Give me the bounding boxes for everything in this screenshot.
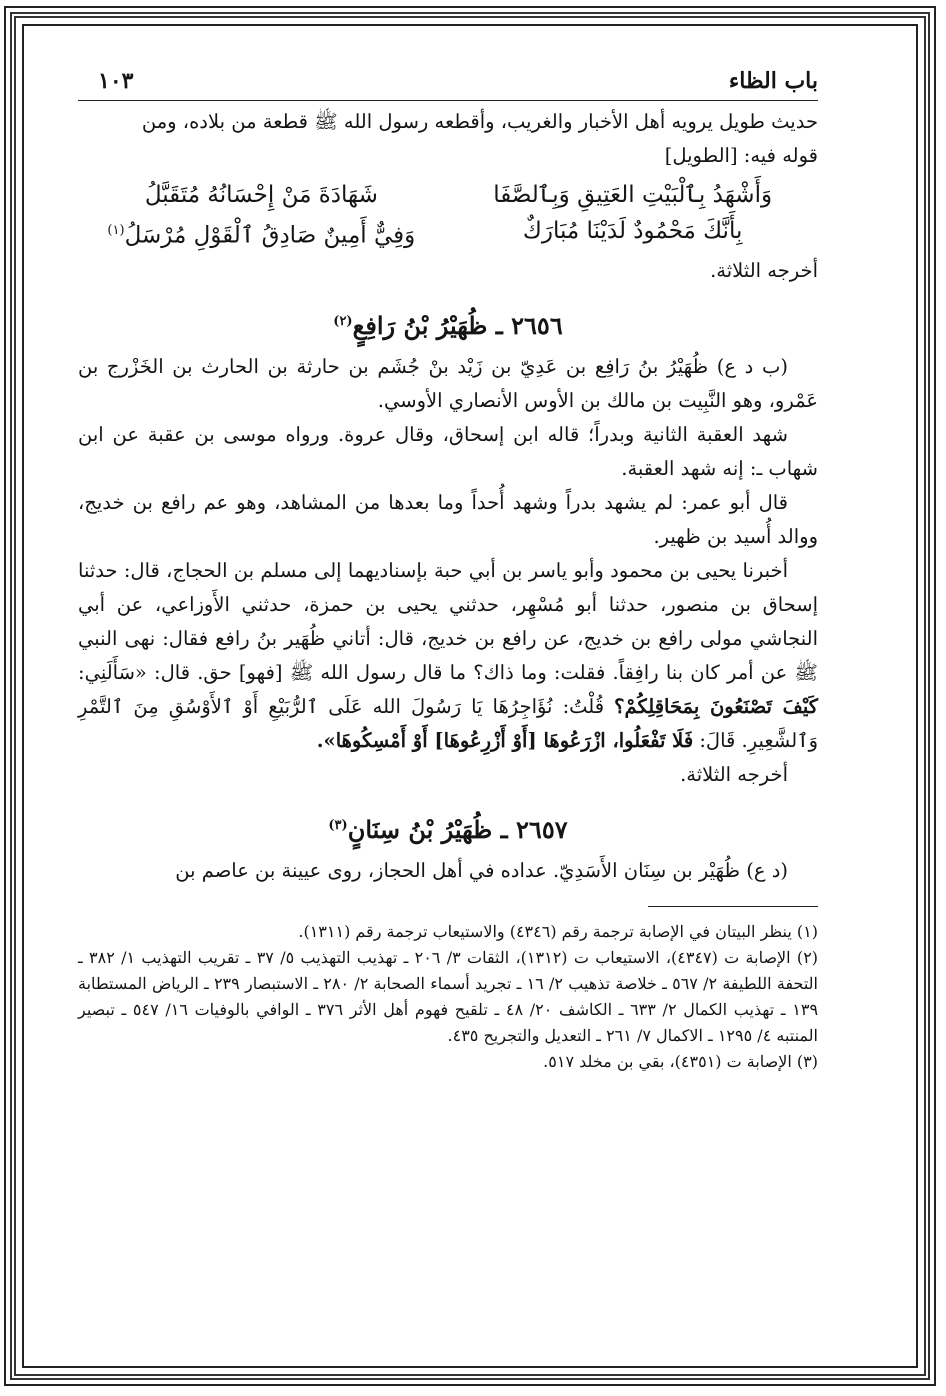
entry-heading-2657-text: ٢٦٥٧ ـ ظُهَيْرُ بْنُ سِنَانٍ [347,814,568,844]
footnote-1: (١) ينظر البيتان في الإصابة ترجمة رقم (٤٣٤٦) والاستيعاب ترجمة رقم (١٣١١). [298,921,818,941]
footnote-3: (٣) الإصابة ت (٤٣٥١)، بقي بن مخلد ٥١٧. [543,1051,818,1071]
verse-1-second-hemistich: شَهَادَةَ مَنْ إِحْسَانُهُ مُتَقَبَّلُ [144,182,378,208]
poem [78,177,818,254]
entry-heading-2656 [78,302,818,346]
hadith-isnad-text: أخبرنا يحيى بن محمود وأبو ياسر بن أبي حبة بإسناديهما إلى مسلم بن الحجاج، قال: حدثنا إسحاق بن منصور، حدثنا أبو مُسْهِر، حدثني يحيى بن حمزة، حدثني الأَوزاعي، عن أبي النجاشي مولى رافع بن خديج، عن رافع بن خديج، قال: أتاني ظُهَير بنُ رافع فقال: نهى النبي ﷺ عن أمر كان بنا رافِقاً. فقلت: وما ذاك؟ ما قال رسول الله ﷺ [فهو] حق. قال: «سَأَلَنِي: [78,558,818,684]
footnote-rule [648,906,818,907]
verse-2-first-hemistich: بِأَنَّكَ مَحْمُودٌ لَدَيْنَا مُبَارَكٌ [522,218,743,244]
footnote-2: (٢) الإصابة ت (٤٣٤٧)، الاستيعاب ت (١٣١٢)، الثقات ٣/ ٢٠٦ ـ تهذيب التهذيب ٥/ ٣٧ ـ تقريب التهذيب ١/ ٣٨٢ ـ التحفة اللطيفة ٢/ ٥٦٧ ـ خلاصة تذهيب ٢/ ١٦ ـ تجريد أسماء الصحابة ٢/ ٢٨٠ ـ الاستبصار ٢٣٩ ـ الرياض المستطابة ١٣٩ ـ تهذيب الكمال ٢/ ٦٣٣ ـ الكاشف ٢٠/ ٤٨ ـ تلقيح فهوم أهل الأثر ٣٧٦ ـ الوافي بالوفيات ١٦/ ٥٤٧ ـ تبصير المنتبه ٤/ ١٢٩٥ ـ الاكمال ٧/ ٢٦١ ـ التعديل والتجريح ٤٣٥. [78,947,819,1045]
footnote-ref-3: (٣) [328,817,348,833]
entry-heading-2656-text: ٢٦٥٦ ـ ظُهَيْرُ بْنُ رَافِعٍ [352,310,563,340]
running-title: باب الظاء [728,68,818,94]
entry-2656-hadith-paragraph [78,554,818,758]
entry-2656-paragraph-1: (ب د ع) ظُهَيْرُ بنُ رَافِع بن عَدِيّ بن زَيْد بنْ جُشَم بن حارثة بن الحارث بن الخَزْرج بن عَمْرو، وهو النَّبِيت بن مالك بن الأوس الأنصاري الأوسي. [78,354,818,412]
intro-paragraph: حديث طويل يرويه أهل الأخبار والغريب، وأقطعه رسول الله ﷺ قطعة من بلاده، ومن [141,110,818,133]
hadith-answer-text: قُلْتُ: نُؤَاجِرُهَا يَا رَسُولَ الله عَلَى ٱلرُّبَيْعِ أَوْ ٱلأَوْسُقِ مِنَ ٱلتَّمْرِ وَٱلشَّعِيرِ. قَالَ: [78,694,818,752]
entry-2656-paragraph-3: قال أبو عمر: لم يشهد بدراً وشهد أُحداً وما بعدها من المشاهد، وهو عم رافع بن خديج، ووالد أُسيد بن ظهير. [78,490,818,548]
poem-meter-line: قوله فيه: [الطويل] [664,144,818,167]
entry-2657-paragraph-1: (د ع) ظُهَيْر بن سِنَان الأَسَدِيّ. عداده في أهل الحجاز، روى عيينة بن عاصم بن [175,858,788,882]
footnote-ref-2: (٢) [333,313,353,329]
page-content [78,66,818,1075]
verse-1 [78,177,818,213]
takhrij-line-2: أخرجه الثلاثة. [680,762,788,786]
page-number: ١٠٣ [98,68,134,94]
verse-2-second-hemistich [90,213,433,254]
verse-2-second-text: وَفِيٌّ أَمِينٌ صَادِقُ ٱلْقَوْلِ مُرْسَلُ [124,222,416,249]
page-header [78,66,818,101]
entry-2656-paragraph-2: شهد العقبة الثانية وبدراً؛ قاله ابن إسحاق، وقال عروة. ورواه موسى بن عقبة عن ابن شهاب ـ: إنه شهد العقبة. [78,422,818,480]
verse-2 [78,213,818,254]
takhrij-line-1: أخرجه الثلاثة. [710,258,818,282]
verse-1-first-hemistich: وَأَشْهَدُ بِٱلْبَيْتِ العَتِيقِ وَبِٱلصَّفَا [493,182,773,208]
footnote-ref-1: (١) [107,223,125,238]
hadith-command-bold: فَلَا تَفْعَلُوا، ازْرَعُوهَا [أَوْ أَزْرِعُوهَا] أَوْ أَمْسِكُوهَا». [316,728,694,752]
entry-heading-2657 [78,806,818,850]
footnotes [78,906,818,1075]
hadith-question-bold: كَيْفَ تَصْنَعُونَ بِمَحَاقِلِكُمْ؟ [614,694,819,718]
